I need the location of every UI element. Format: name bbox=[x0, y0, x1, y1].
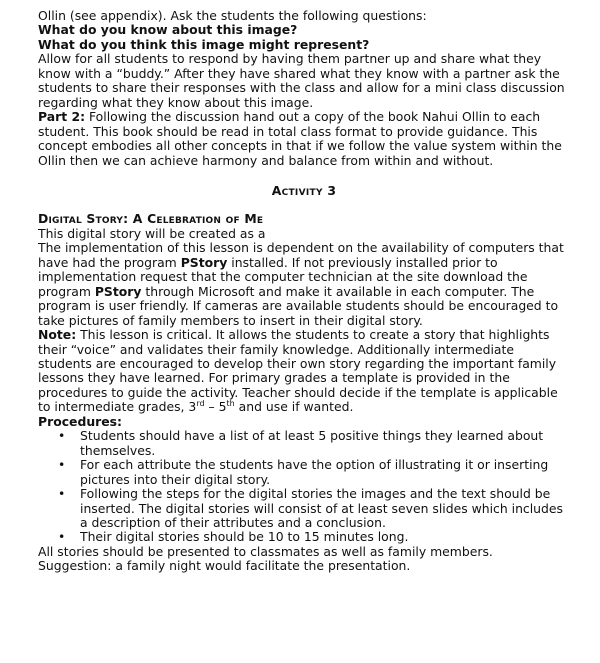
pstory-name: PStory bbox=[180, 254, 228, 270]
bullet-icon: • bbox=[58, 457, 66, 473]
digital-story-intro: This digital story will be created as a bbox=[38, 225, 266, 241]
list-item bbox=[58, 530, 570, 544]
note-text-b: and use if wanted. bbox=[234, 399, 354, 415]
activity-heading: Activity 3 bbox=[271, 182, 337, 198]
digital-story-title: Digital Story: A Celebration of Me bbox=[38, 211, 264, 227]
bullet-icon: • bbox=[58, 486, 66, 502]
question-2: What do you think this image might represent? bbox=[38, 36, 370, 52]
implementation-paragraph bbox=[38, 241, 570, 328]
list-item-text: Following the steps for the digital stories the images and the text should be inserted. The digital stories will consist of at least seven slides which includes a description of their attributes and a conclusion. bbox=[80, 486, 563, 530]
question-1: What do you know about this image? bbox=[38, 22, 298, 38]
buddy-paragraph: Allow for all students to respond by having them partner up and share what they know with a “buddy.” After they have shared what they know with a partner ask the students to share their responses with the class and allow for a mini class discussion regarding what they know about this image. bbox=[38, 51, 565, 110]
list-item-text: Students should have a list of at least 5 positive things they learned about themselves. bbox=[80, 428, 544, 458]
note-dash: – 5 bbox=[204, 399, 227, 415]
bullet-icon: • bbox=[58, 428, 66, 444]
part-2-text: Following the discussion hand out a copy of the book Nahui Ollin to each student. This book should be read in total class format to provide guidance. This concept embodies all other concepts in that if we follow the value system within the Ollin then we can achieve harmony and balance from within and without. bbox=[38, 109, 562, 168]
intro-line: Ollin (see appendix). Ask the students the following questions: bbox=[38, 8, 427, 23]
procedures-list bbox=[38, 429, 570, 545]
part-2-paragraph bbox=[38, 110, 570, 168]
list-item bbox=[58, 458, 570, 487]
implementation-text-a: The implementation of this lesson is dependent on the availability of computers that have had the program bbox=[38, 240, 564, 270]
procedures-label: Procedures: bbox=[38, 413, 122, 429]
note-label: Note: bbox=[38, 327, 77, 343]
implementation-text-c: through Microsoft and make it available in each computer. The program is user friendly. If cameras are available students should be encouraged to take pictures of family members to insert in their digital story. bbox=[38, 283, 559, 328]
closing-line-2: Suggestion: a family night would facilitate the presentation. bbox=[38, 558, 411, 574]
note-text-a: This lesson is critical. It allows the students to create a story that highlights their “voice” and validates their family knowledge. Additionally intermediate students are encouraged to develop their own story regarding the important family lessons they have learned. For primary grades a template is provided in the procedures to guide the activity. Teacher should decide if the template is applicable to intermediate grades, 3 bbox=[38, 327, 558, 415]
superscript-rd: rd bbox=[196, 399, 205, 409]
note-paragraph bbox=[38, 328, 570, 415]
list-item-text: Their digital stories should be 10 to 15 minutes long. bbox=[80, 529, 409, 545]
list-item-text: For each attribute the students have the option of illustrating it or inserting pictures into their digital story. bbox=[80, 457, 549, 487]
implementation-text-b: installed. If not previously installed prior to implementation request that the computer technician at the site download the program bbox=[38, 254, 528, 299]
superscript-th: th bbox=[226, 399, 235, 409]
closing-line-1: All stories should be presented to classmates as well as family members. bbox=[38, 543, 493, 559]
list-item bbox=[58, 487, 570, 530]
part-2-label: Part 2: bbox=[38, 109, 86, 125]
list-item bbox=[58, 429, 570, 458]
pstory-name: PStory bbox=[94, 283, 142, 299]
bullet-icon: • bbox=[58, 529, 66, 545]
